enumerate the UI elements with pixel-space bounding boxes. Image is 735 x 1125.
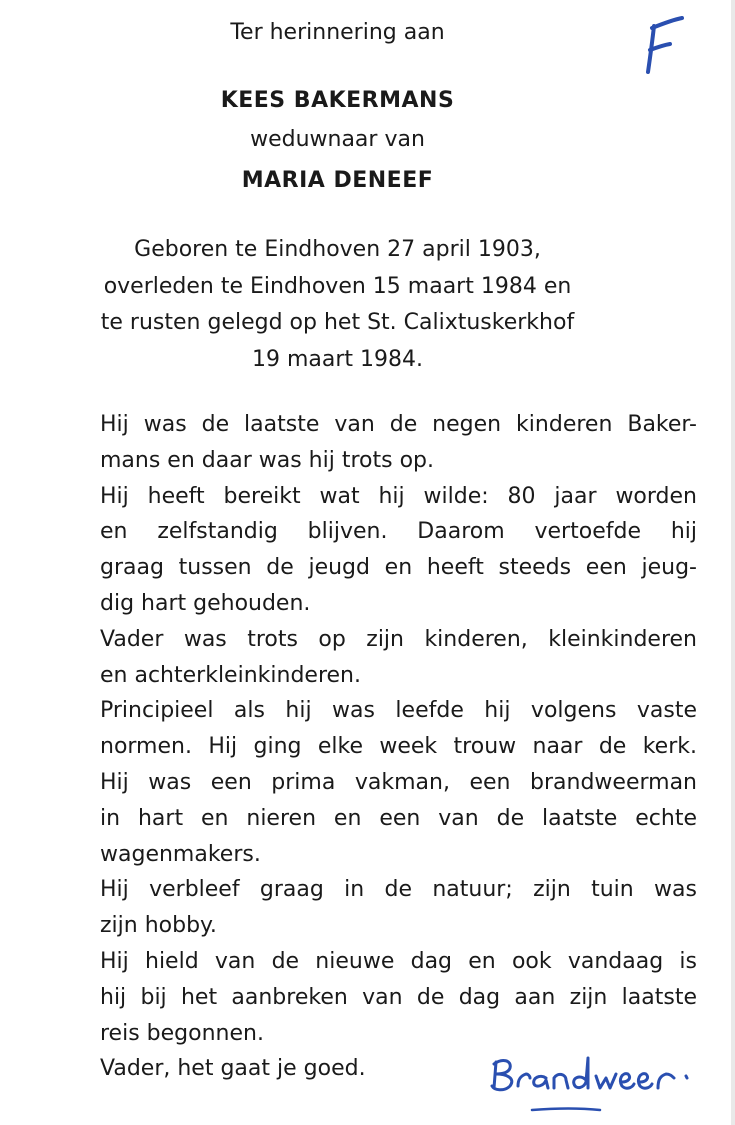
bio-line: Hij verbleef graag in de natuur; zijn tuin was	[100, 877, 697, 903]
life-dates-line: Geboren te Eindhoven 27 april 1903,	[134, 237, 541, 262]
bio-line: Hij hield van de nieuwe dag en ook vandaag is	[100, 948, 697, 974]
bio-line: graag tussen de jeugd en heeft steeds een jeug-	[100, 555, 697, 581]
bio-line: en zelfstandig blijven. Daarom vertoefde hij	[100, 519, 697, 545]
relation-text: weduwnaar van	[250, 127, 425, 152]
handwritten-f-mark	[640, 14, 688, 76]
bio-line: Hij was de laatste van de negen kinderen Baker-	[100, 412, 697, 437]
life-dates-line: te rusten gelegd op het St. Calixtuskerkhof	[100, 310, 575, 335]
bio-line: Hij was een prima vakman, een brandweerman	[100, 769, 697, 795]
bio-line: Principieel als hij was leefde hij volgens vaste	[100, 698, 697, 724]
bio-line: en achterkleinkinderen.	[100, 662, 361, 688]
bio-line: dig hart gehouden.	[100, 590, 311, 616]
bio-line: zijn hobby.	[100, 913, 217, 939]
bio-line: Vader was trots op zijn kinderen, kleinkinderen	[100, 626, 697, 652]
life-dates-line: overleden te Eindhoven 15 maart 1984 en	[103, 273, 572, 299]
deceased-name: KEES BAKERMANS	[220, 88, 455, 113]
life-dates	[0, 232, 705, 378]
intro-text: Ter herinnering aan	[230, 20, 445, 45]
biography-text	[100, 407, 697, 1087]
bio-line: Hij heeft bereikt wat hij wilde: 80 jaar worden	[100, 483, 697, 509]
spouse-name: MARIA DENEEF	[241, 168, 434, 193]
bio-line: in hart en nieren en een van de laatste echte	[100, 805, 697, 831]
bio-line: hij bij het aanbreken van de dag aan zijn laatste	[100, 984, 697, 1010]
bio-line: reis begonnen.	[100, 1020, 264, 1046]
bio-line: mans en daar was hij trots op.	[100, 447, 434, 473]
card-edge	[731, 0, 735, 1125]
handwritten-brandweer-annotation	[488, 1050, 713, 1118]
bio-line: wagenmakers.	[100, 841, 261, 867]
bio-line: Vader, het gaat je goed.	[100, 1056, 366, 1082]
bio-line: normen. Hij ging elke week trouw naar de kerk.	[100, 734, 697, 760]
life-dates-line: 19 maart 1984.	[251, 346, 424, 372]
